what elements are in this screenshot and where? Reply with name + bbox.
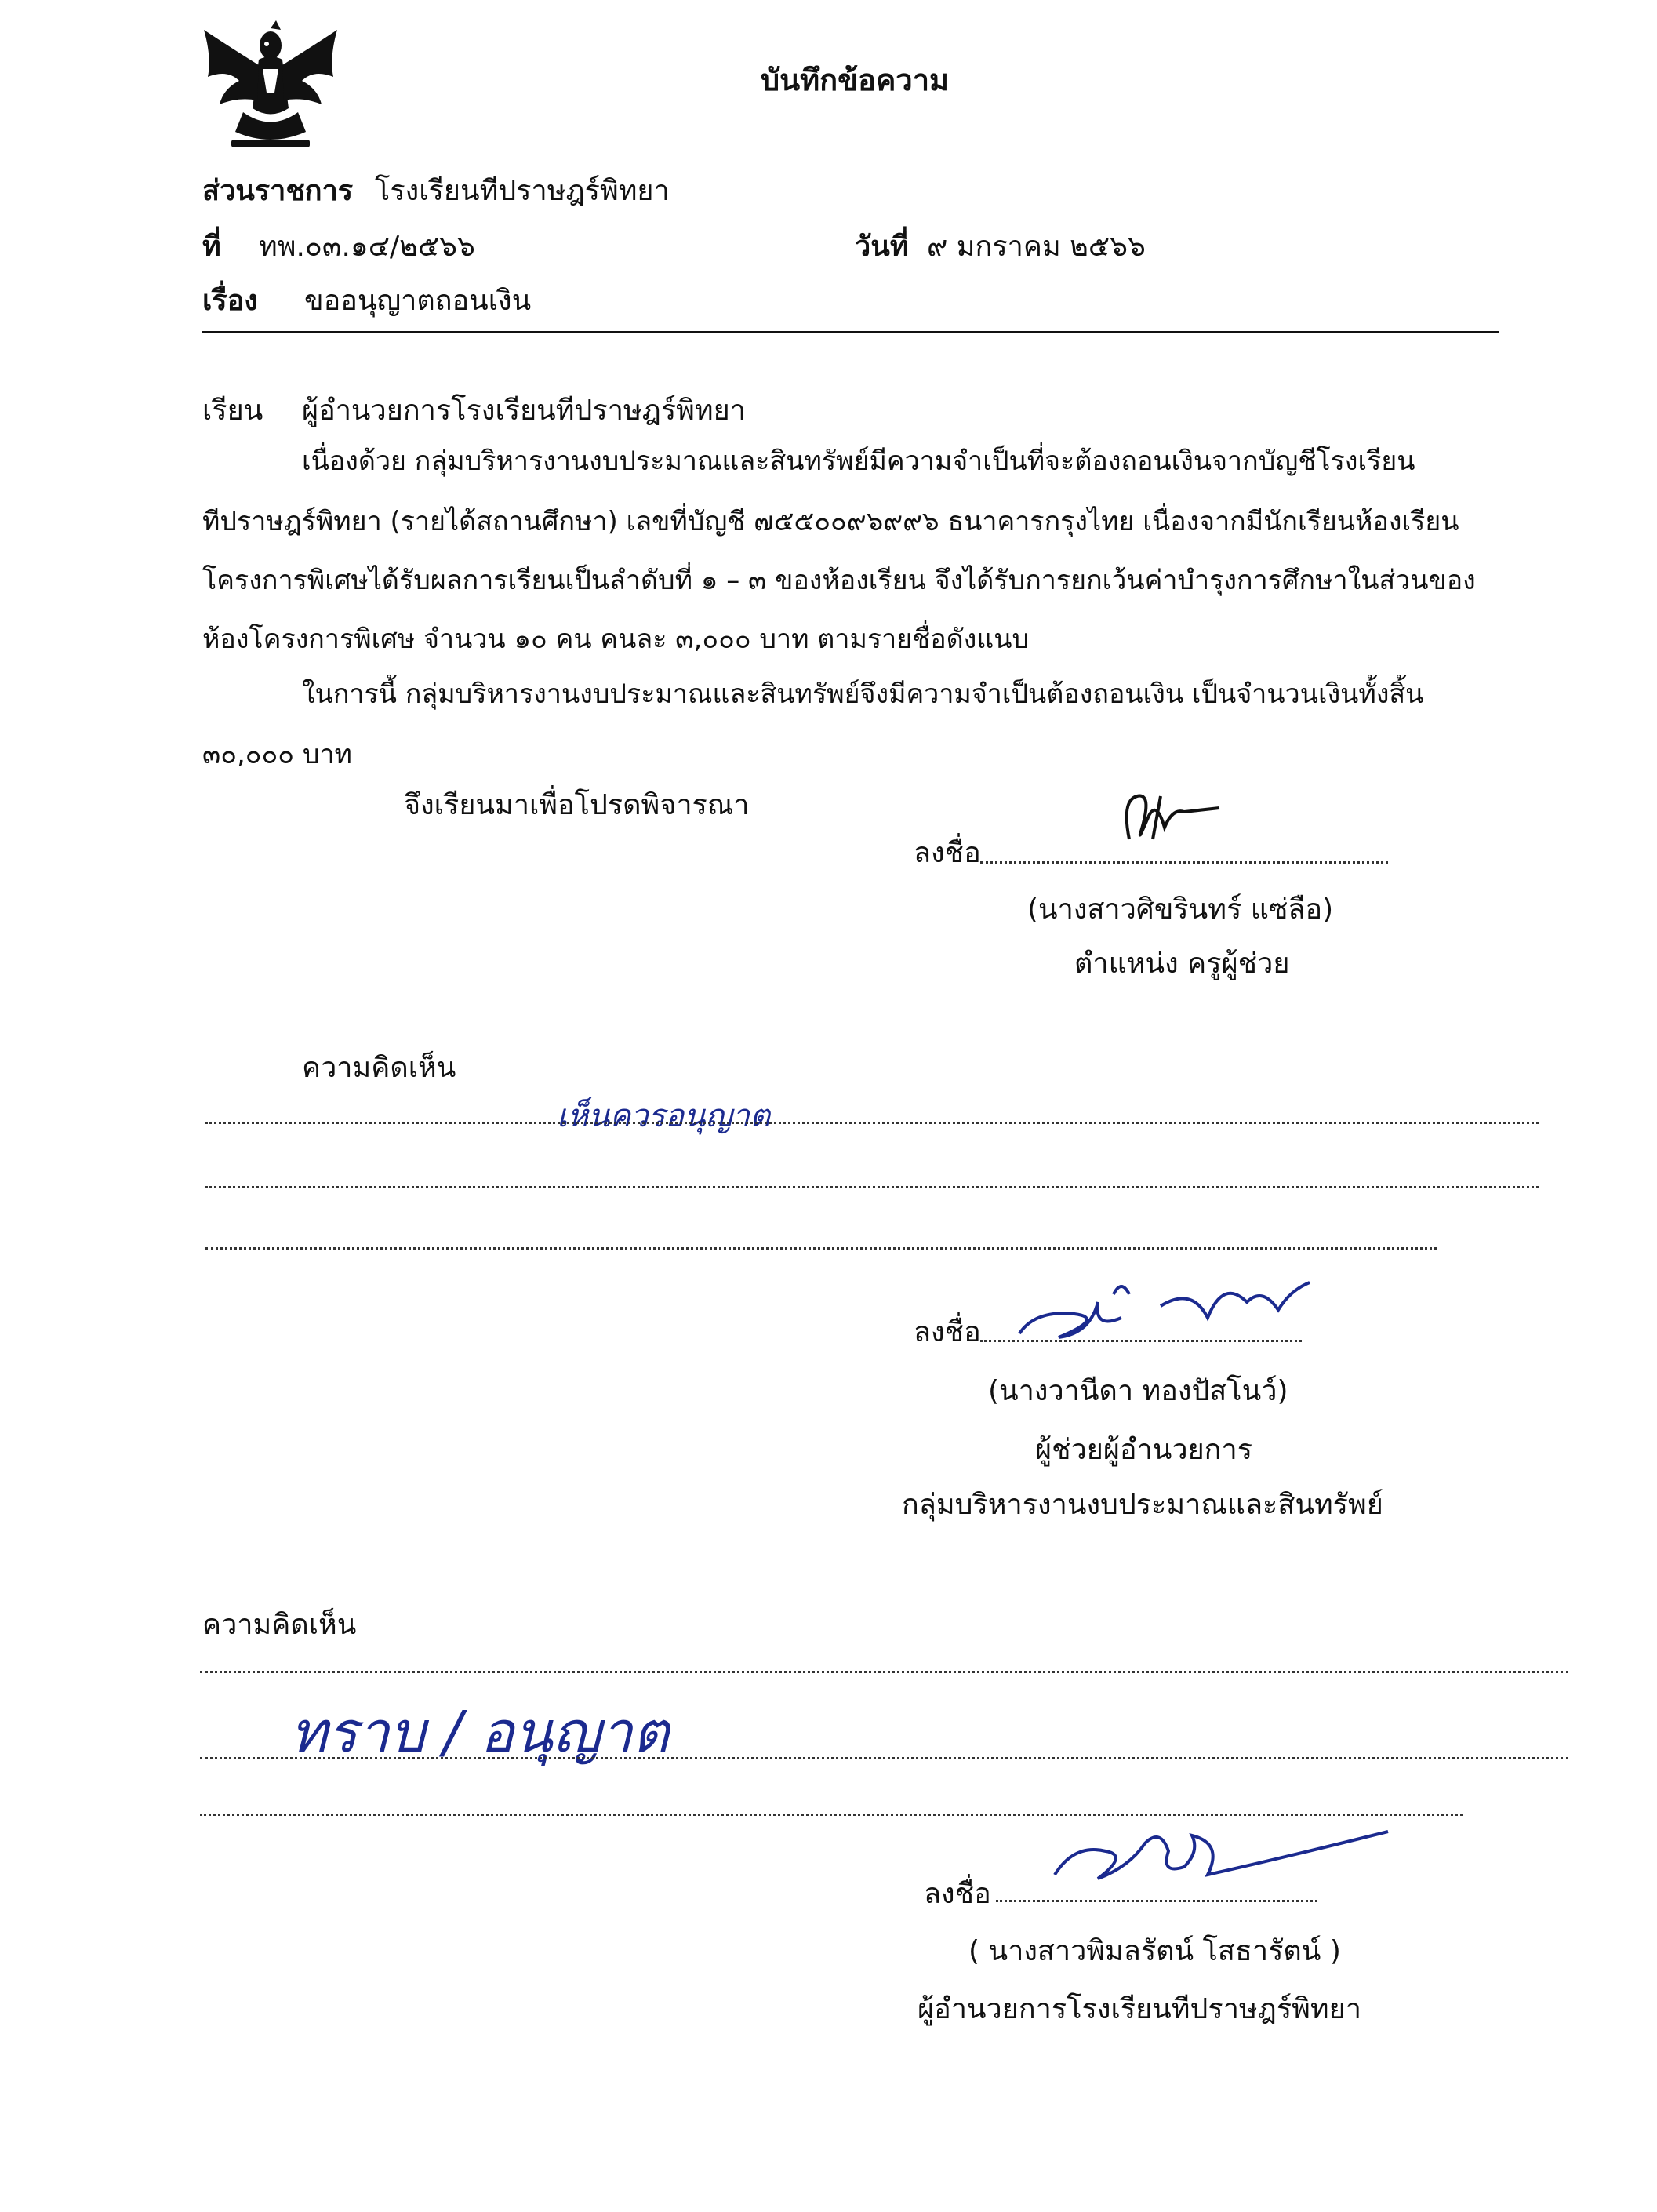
body-line-2: ทีปราษฎร์พิทยา (รายได้สถานศึกษา) เลขที่บัญชี ๗๕๕๐๐๙๖๙๙๖ ธนาคารกรุงไทย เนื่องจากมีนักเรียนห้องเรียน	[202, 506, 1459, 537]
signer1-position: ตำแหน่ง ครูผู้ช่วย	[1074, 948, 1290, 980]
comment2-handwritten: ทราบ / อนุญาต	[290, 1699, 670, 1765]
body-line-3: โครงการพิเศษได้รับผลการเรียนเป็นลำดับที่ ๑ – ๓ ของห้องเรียน จึงได้รับการยกเว้นค่าบำรุงการศึกษาในส่วนของ	[202, 565, 1476, 596]
comment1-label: ความคิดเห็น	[302, 1052, 456, 1084]
ref-label: ที่	[202, 231, 221, 263]
header-divider	[202, 331, 1499, 333]
comment1-line-1	[205, 1122, 1539, 1124]
signer1-sign-line	[980, 861, 1388, 864]
closing-text: จึงเรียนมาเพื่อโปรดพิจารณา	[404, 789, 750, 821]
salutation-label: เรียน	[202, 395, 263, 427]
date-value: ๙ มกราคม ๒๕๖๖	[927, 231, 1146, 263]
subject-label: เรื่อง	[202, 285, 258, 317]
subject-value: ขออนุญาตถอนเงิน	[304, 285, 532, 317]
signer2-department: กลุ่มบริหารงานงบประมาณและสินทรัพย์	[902, 1489, 1383, 1521]
comment1-line-2	[205, 1186, 1539, 1188]
signer3-sign-label: ลงชื่อ	[924, 1878, 991, 1910]
signature-1-icon	[1114, 784, 1223, 847]
date-label: วันที่	[855, 231, 909, 263]
signer2-sign-line	[980, 1340, 1302, 1342]
comment2-label: ความคิดเห็น	[202, 1609, 357, 1641]
body-line-1: เนื่องด้วย กลุ่มบริหารงานงบประมาณและสินทรัพย์มีความจำเป็นที่จะต้องถอนเงินจากบัญชีโรงเรียน	[302, 446, 1415, 477]
body-line-5: ในการนี้ กลุ่มบริหารงานงบประมาณและสินทรัพย์จึงมีความจำเป็นต้องถอนเงิน เป็นจำนวนเงินทั้งสิ้น	[302, 679, 1424, 710]
comment2-line-1	[200, 1671, 1568, 1673]
signer3-position: ผู้อำนวยการโรงเรียนทีปราษฎร์พิทยา	[918, 1993, 1361, 2025]
garuda-emblem-icon	[196, 22, 345, 155]
salutation-value: ผู้อำนวยการโรงเรียนทีปราษฎร์พิทยา	[302, 395, 746, 427]
signer1-name: (นางสาวศิขรินทร์ แซ่ลือ)	[1027, 893, 1334, 926]
agency-value: โรงเรียนทีปราษฎร์พิทยา	[375, 175, 670, 207]
body-line-6: ๓๐,๐๐๐ บาท	[202, 739, 352, 770]
document-title: บันทึกข้อความ	[761, 63, 950, 97]
comment2-line-2	[200, 1757, 1568, 1759]
signature-3-icon	[1043, 1812, 1404, 1898]
signature-2-icon	[1012, 1271, 1341, 1349]
signer2-position: ผู้ช่วยผู้อำนวยการ	[1035, 1434, 1253, 1466]
signer2-sign-label: ลงชื่อ	[914, 1316, 981, 1348]
comment1-handwritten: เห็นควรอนุญาต	[557, 1098, 770, 1134]
signer3-sign-line	[996, 1900, 1317, 1902]
signer3-name: ( นางสาวพิมลรัตน์ โสธารัตน์ )	[968, 1935, 1341, 1967]
body-line-4: ห้องโครงการพิเศษ จำนวน ๑๐ คน คนละ ๓,๐๐๐ บาท ตามรายชื่อดังแนบ	[202, 624, 1030, 655]
agency-label: ส่วนราชการ	[202, 175, 354, 207]
signer2-name: (นางวานีดา ทองปัสโนว์)	[988, 1375, 1288, 1407]
ref-value: ทพ.๐๓.๑๔/๒๕๖๖	[259, 231, 475, 263]
signer1-sign-label: ลงชื่อ	[914, 837, 981, 869]
comment1-line-3	[205, 1247, 1437, 1250]
